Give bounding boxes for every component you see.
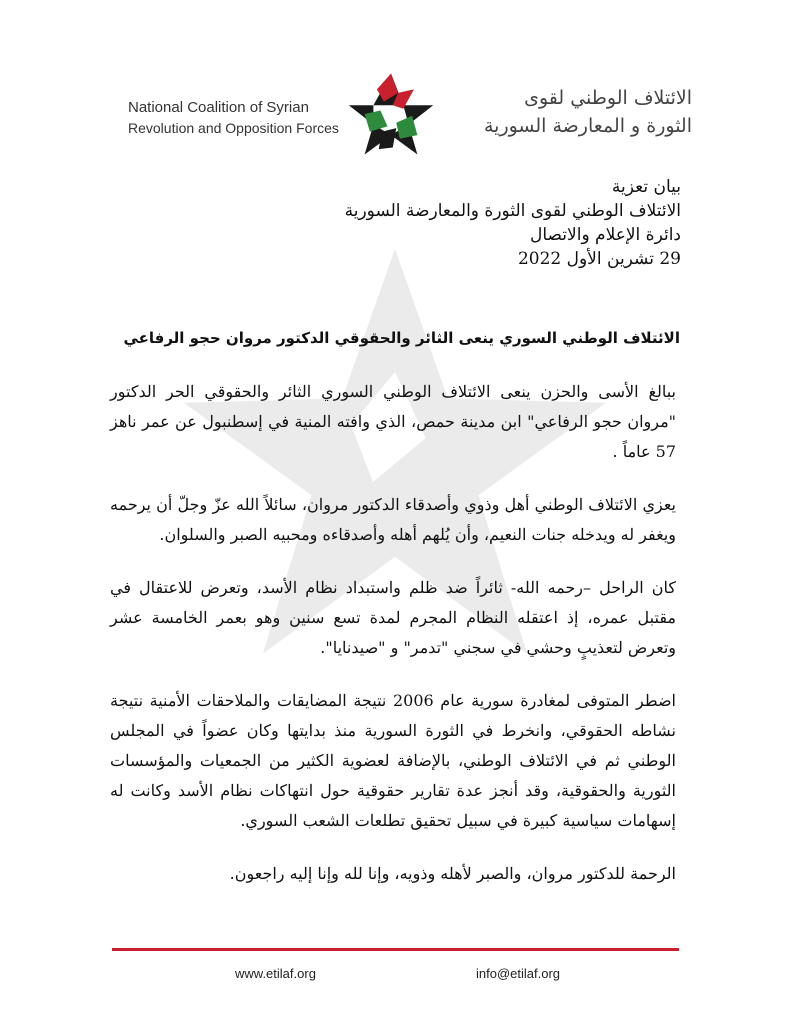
statement-department: دائرة الإعلام والاتصال [530,225,681,245]
arabic-org-name-line2: الثورة و المعارضة السورية [483,115,692,137]
body-paragraph-2: يعزي الائتلاف الوطني أهل وذوي وأصدقاء الدكتور مروان، سائلاً الله عزّ وجلّ أن يرحمه ويغفر له ويدخله جنات النعيم، وأن يُلهم أهله وأصدقاءه ومحبيه الصبر والسلوان. [110,495,676,544]
footer-divider [112,948,679,951]
statement-date: 29 تشرين الأول 2022 [517,249,681,269]
statement-issuer: الائتلاف الوطني لقوى الثورة والمعارضة السورية [344,201,681,221]
english-org-name [128,97,339,139]
footer-website-link[interactable]: www.etilaf.org [235,966,316,981]
statement-body [110,377,676,889]
english-org-name-line2: Revolution and Opposition Forces [128,120,339,136]
statement-type: بيان تعزية [611,177,681,197]
letterhead [0,0,791,150]
arabic-org-name-line1: الائتلاف الوطني لقوى [524,87,692,109]
body-paragraph-1: ببالغ الأسى والحزن ينعى الائتلاف الوطني السوري الثائر والحقوقي الحر الدكتور "مروان حجو الرفاعي" ابن مدينة حمص، الذي وافته المنية في إسطنبول عن عمر ناهز 57 عاماً . [110,382,676,461]
english-org-name-line1: National Coalition of Syrian [128,99,309,116]
coalition-star-logo-icon [347,70,435,158]
arabic-org-name [452,84,692,140]
body-paragraph-3: كان الراحل –رحمه الله- ثائراً ضد ظلم واستبداد نظام الأسد، وتعرض للاعتقال في مقتبل عمره، إذ اعتقله النظام المجرم لمدة تسع سنين وهو بعمر الخامسة عشر وتعرض لتعذيبٍ وحشي في سجني "تدمر" و "صيدنايا". [110,578,676,657]
statement-title: الائتلاف الوطني السوري ينعى الثائر والحقوقي الدكتور مروان حجو الرفاعي [123,329,680,347]
body-paragraph-5: الرحمة للدكتور مروان، والصبر لأهله وذويه، وإنا لله وإنا إليه راجعون. [229,864,676,883]
statement-meta [345,175,681,271]
footer-email-link[interactable]: info@etilaf.org [476,966,561,981]
body-paragraph-4: اضطر المتوفى لمغادرة سورية عام 2006 نتيجة المضايقات والملاحقات الأمنية نتيجة نشاطه الحقوقي، وانخرط في الثورة السورية منذ بدايتها وكان عضواً في المجلس الوطني ثم في الائتلاف الوطني، بالإضافة لعضوية الكثير من الجمعيات والمؤسسات الثورية والحقوقية، وقد أنجز عدة تقارير حقوقية حول انتهاكات نظام الأسد وكانت له إسهامات سياسية كبيرة في سبيل تحقيق تطلعات الشعب السوري. [110,691,677,830]
